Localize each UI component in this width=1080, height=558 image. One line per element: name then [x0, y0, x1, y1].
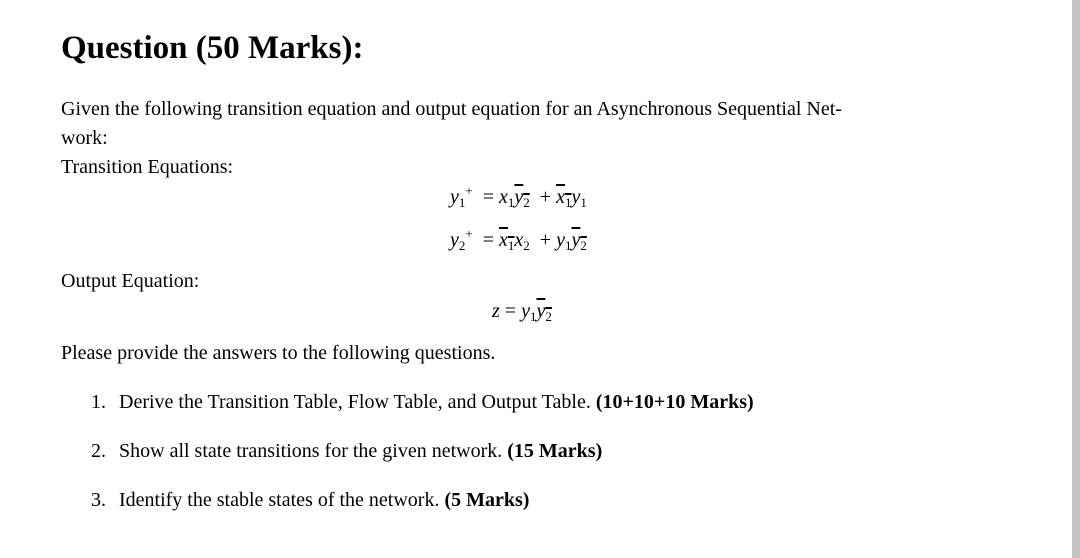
question-number: 1. — [91, 391, 106, 413]
intro-text-line1: Given the following transition equation and output equation for an Asynchronous Sequential Net- — [61, 98, 842, 120]
transition-equation-2: $y_2^+ = x_1x_2 + y_1y_2$ — [450, 226, 587, 253]
question-item-2 — [91, 440, 602, 463]
intro-text-line2: work: — [61, 127, 108, 149]
question-marks: (15 Marks) — [507, 440, 603, 462]
question-text: Identify the stable states of the network. — [119, 489, 440, 511]
vertical-scrollbar[interactable] — [1072, 0, 1080, 558]
question-number: 2. — [91, 440, 106, 462]
question-number: 3. — [91, 489, 106, 511]
question-text: Show all state transitions for the given network. — [119, 440, 503, 462]
transition-equation-1: $y_1^+ = x_1y_2 + x_1y_1$ — [450, 183, 587, 210]
output-equation-heading: Output Equation: — [61, 270, 200, 292]
question-marks: (5 Marks) — [444, 489, 530, 511]
question-marks: (10+10+10 Marks) — [595, 391, 754, 413]
output-equation: $z = y_1y_2$ — [492, 300, 552, 324]
question-item-1 — [91, 391, 754, 414]
question-item-3 — [91, 489, 529, 512]
transition-equations-heading: Transition Equations: — [61, 156, 234, 178]
instructions-text: Please provide the answers to the following questions. — [61, 342, 496, 364]
question-text: Derive the Transition Table, Flow Table, and Output Table. — [119, 391, 591, 413]
question-title: Question (50 Marks): — [61, 30, 364, 66]
